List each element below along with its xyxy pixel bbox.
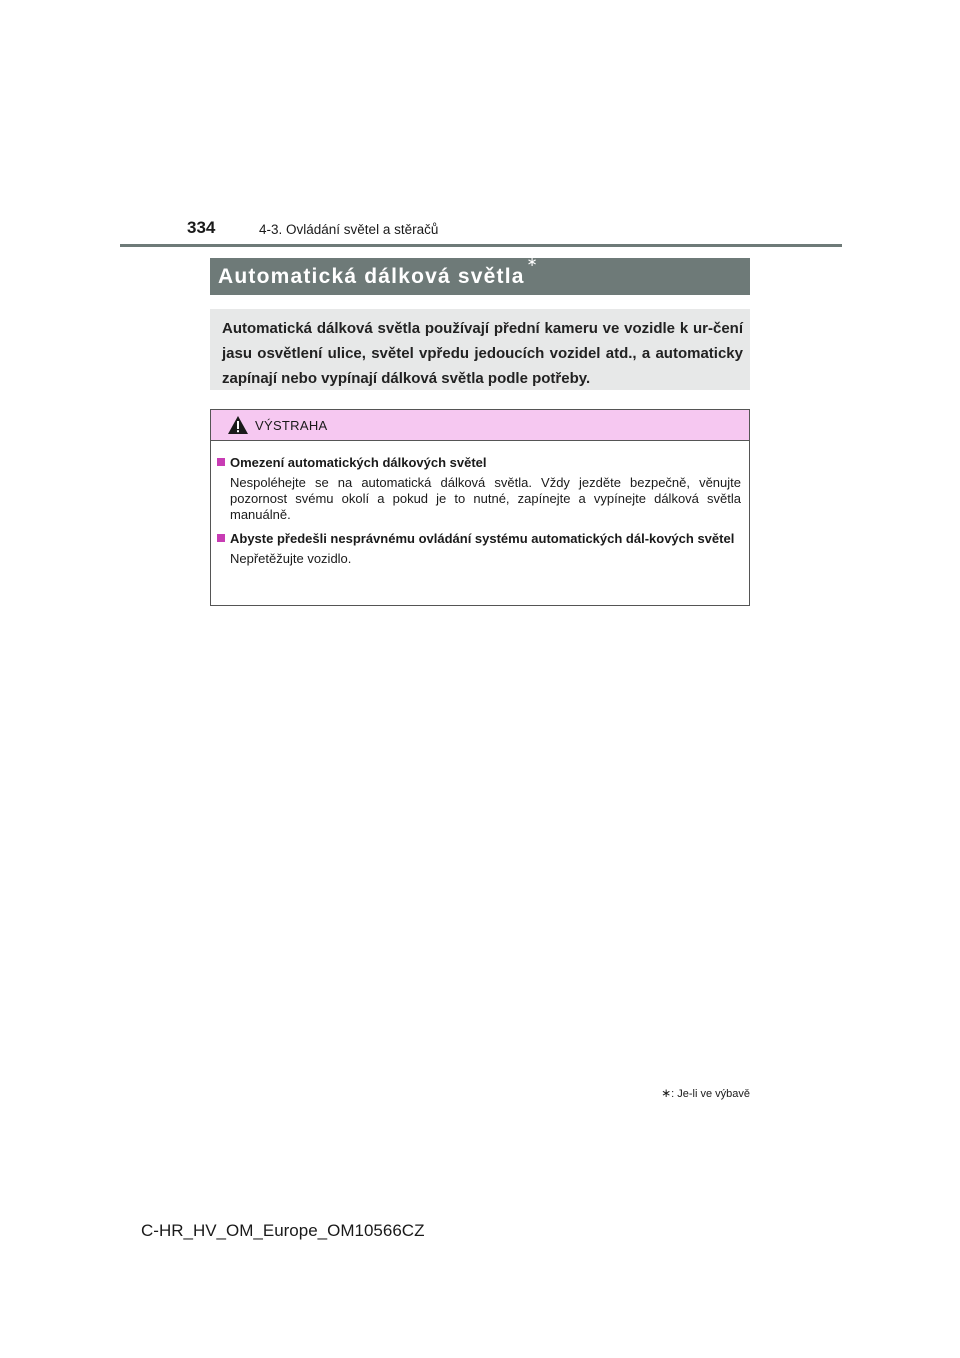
square-bullet-icon [217, 534, 225, 542]
intro-box [210, 309, 750, 390]
warning-item-text: Nepřetěžujte vozidlo. [230, 551, 352, 566]
page-number: 334 [187, 218, 216, 237]
warning-item-heading: Omezení automatických dálkových světel [230, 455, 487, 470]
footnote-mark: ∗ [661, 1086, 672, 1100]
footnote-text: : Je-li ve výbavě [671, 1088, 750, 1100]
intro-text: Automatická dálková světla používají přední kameru ve vozidle k ur-čení jasu osvětlení ulice, světel vpředu jedoucích vozidel atd., a automaticky zapínají nebo vypínají dálková světla podle potřeby. [222, 320, 743, 387]
warning-label: VÝSTRAHA [255, 418, 328, 433]
footnote [640, 1086, 750, 1100]
warning-item-heading: Abyste předešli nesprávnému ovládání systému automatických dál-kových světel [230, 531, 735, 546]
warning-triangle-icon [227, 415, 249, 435]
warning-item [216, 530, 741, 567]
warning-item-text: Nespoléhejte se na automatická dálková světla. Vždy jezděte bezpečně, věnujte pozornost svému okolí a pokud je to nutné, zapínejte a vypínejte dálková světla manuálně. [230, 475, 741, 522]
chapter-title: 4-3. Ovládání světel a stěračů [259, 222, 439, 237]
section-title: Automatická dálková světla [218, 265, 525, 288]
warning-header [211, 410, 749, 441]
document-id: C-HR_HV_OM_Europe_OM10566CZ [141, 1221, 425, 1240]
warning-box [210, 409, 750, 606]
section-title-bar [210, 254, 750, 295]
square-bullet-icon [217, 458, 225, 466]
warning-body [211, 441, 749, 567]
header-divider [120, 244, 842, 247]
warning-item [216, 454, 741, 523]
optional-equipment-mark: ∗ [526, 254, 538, 269]
